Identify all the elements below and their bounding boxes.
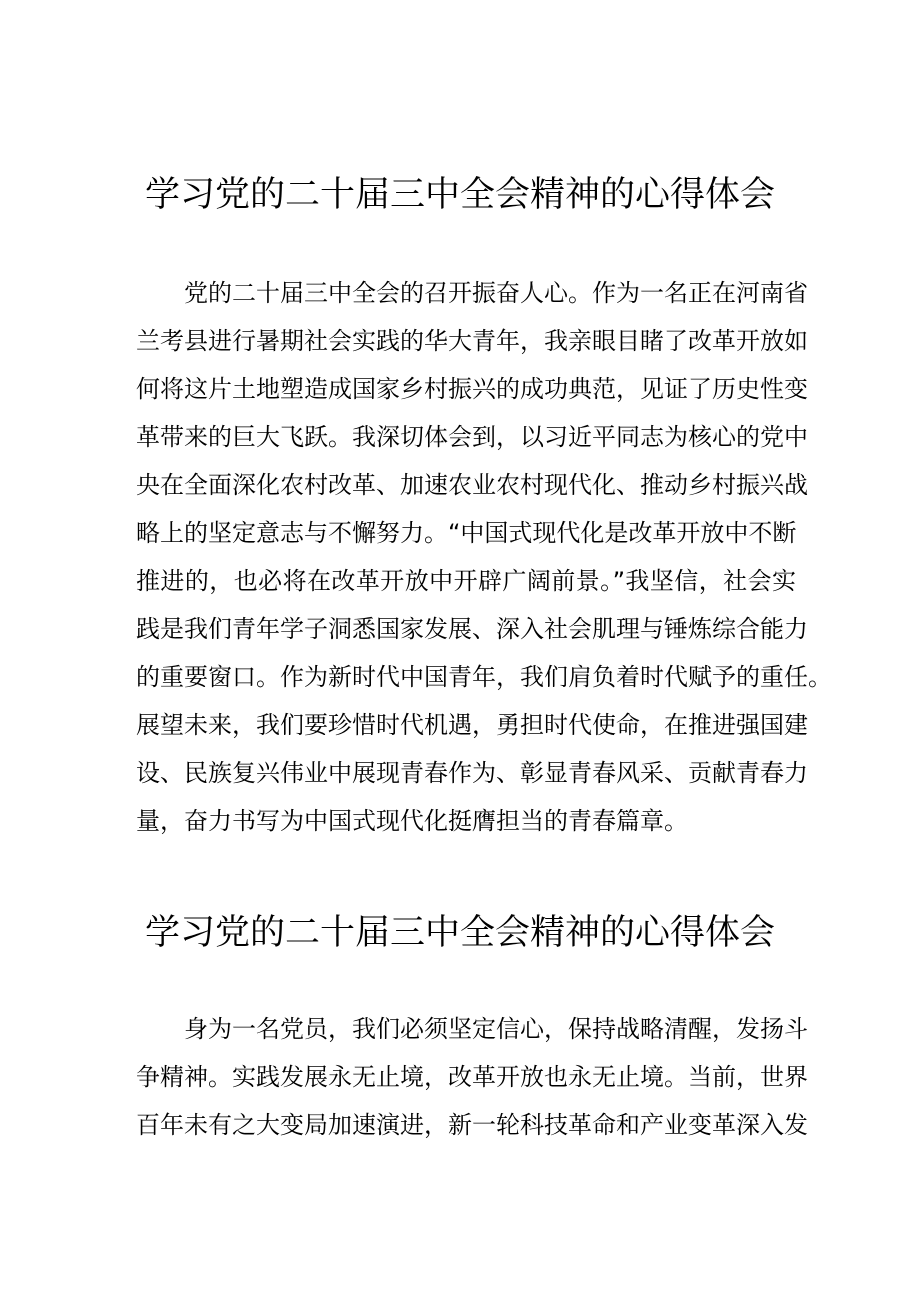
text-line: 党的二十届三中全会的召开振奋人心。作为一名正在河南省 bbox=[184, 279, 808, 307]
text-line: 争精神。实践发展永无止境，改革开放也永无止境。当前，世界 bbox=[136, 1063, 808, 1091]
text-line: 何将这片土地塑造成国家乡村振兴的成功典范，见证了历史性变 bbox=[136, 375, 808, 403]
text-line: 兰考县进行暑期社会实践的华大青年，我亲眼目睹了改革开放如 bbox=[136, 327, 808, 355]
text-line: 量，奋力书写为中国式现代化挺膺担当的青春篇章。 bbox=[136, 807, 688, 835]
section-body bbox=[136, 269, 832, 845]
text-line: 身为一名党员，我们必须坚定信心，保持战略清醒，发扬斗 bbox=[184, 1015, 808, 1043]
text-line: 推进的，也必将在改革开放中开辟广阔前景。”我坚信，社会实 bbox=[136, 567, 796, 595]
text-line: 践是我们青年学子洞悉国家发展、深入社会肌理与锤炼综合能力 bbox=[136, 615, 808, 643]
text-line: 设、民族复兴伟业中展现青春作为、彰显青春风采、贡献青春力 bbox=[136, 759, 808, 787]
section-body bbox=[136, 1005, 808, 1149]
text-line: 的重要窗口。作为新时代中国青年，我们肩负着时代赋予的重任。 bbox=[136, 663, 832, 691]
section-title: 学习党的二十届三中全会精神的心得体会 bbox=[144, 913, 775, 953]
section-title: 学习党的二十届三中全会精神的心得体会 bbox=[144, 175, 775, 215]
text-line: 展望未来，我们要珍惜时代机遇，勇担时代使命，在推进强国建 bbox=[136, 711, 808, 739]
text-line: 革带来的巨大飞跃。我深切体会到，以习近平同志为核心的党中 bbox=[136, 423, 808, 451]
text-line: 略上的坚定意志与不懈努力。“中国式现代化是改革开放中不断 bbox=[136, 519, 797, 547]
text-line: 央在全面深化农村改革、加速农业农村现代化、推动乡村振兴战 bbox=[136, 471, 808, 499]
text-line: 百年未有之大变局加速演进，新一轮科技革命和产业变革深入发 bbox=[136, 1111, 808, 1139]
